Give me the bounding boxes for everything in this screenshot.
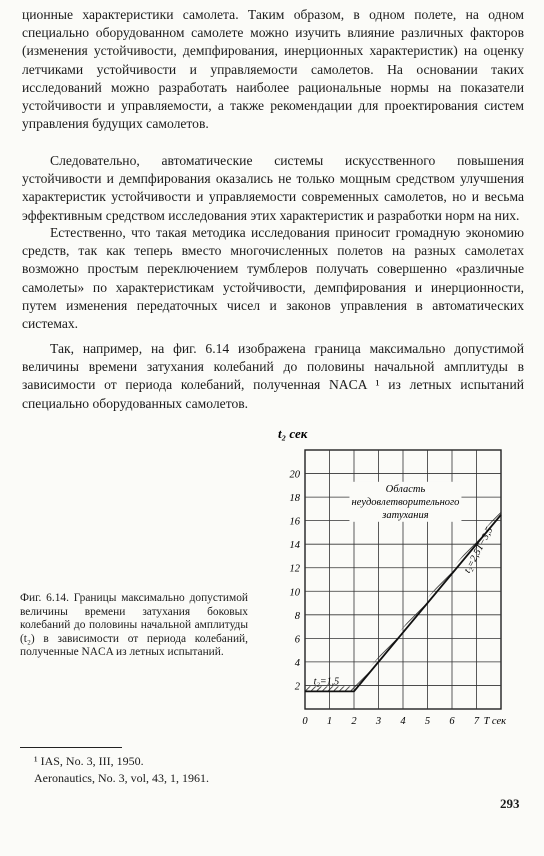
paragraph-2: Следовательно, автоматические системы искусственного повышения устойчивости и демпфирования оказались не только мощным средством улучшения характеристик устойчивости и управляемости современных самолетов, но и весьма эффективным средством исследования этих характеристик и разработки норм на них. xyxy=(22,153,524,223)
annotation-slope: t₂=2,5T−3,5 xyxy=(462,525,496,576)
x-tick-label: 2 xyxy=(351,716,357,727)
x-tick-label: 7 xyxy=(473,716,480,727)
region-label-line: неудовлетворительного xyxy=(351,496,460,508)
y-tick-label: 14 xyxy=(289,540,300,552)
x-axis-label: T сек xyxy=(483,716,507,727)
footnote-2: Aeronautics, No. 3, vol, 43, 1, 1961. xyxy=(34,771,209,785)
region-label-line: Область xyxy=(385,483,426,495)
y-tick-label: 12 xyxy=(289,563,300,575)
damping-boundary-chart xyxy=(276,420,526,740)
annotation-flat: t₂=1,5 xyxy=(313,676,340,688)
paragraph-1: ционные характеристики самолета. Таким образом, в одном полете, на одном специально оборудованном самолете можно изучить влияние различных факторов (изменения устойчивости, демпфирования, инерционных характеристик) на оценку летчиками устойчивости и управляемости самолетов. На основании таких исследований можно разработать наиболее рациональные нормы на показатели устойчивости и управляемости, а также рекомендации для проектирования систем управления будущих самолетов. xyxy=(22,7,524,132)
y-tick-label: 8 xyxy=(294,610,300,622)
figure-6-14 xyxy=(276,420,526,740)
figure-caption: Фиг. 6.14. Границы максимально допустимой величины времени затухания боковых колебаний до половины начальной амплитуды (t₂) в зависимости от периода колебаний, полученные NACA из летных испытаний. xyxy=(20,592,248,659)
footnote-1: ¹ IAS, No. 3, III, 1950. xyxy=(34,754,144,768)
page-number: 293 xyxy=(500,796,520,811)
region-label xyxy=(349,482,461,522)
y-tick-label: 18 xyxy=(289,493,300,505)
paragraph-4: Так, например, на фиг. 6.14 изображена граница максимально допустимой величины времени затухания колебаний до половины начальной амплитуды в зависимости от периода колебаний, полученная NACA ¹ из летных испытаний специально оборудованных самолетов. xyxy=(22,341,524,411)
y-tick-label: 10 xyxy=(289,587,300,599)
region-label-line: затухания xyxy=(382,509,429,521)
y-tick-label: 2 xyxy=(294,681,300,693)
x-tick-label: 1 xyxy=(326,716,333,727)
x-tick-label: 5 xyxy=(424,716,431,727)
y-tick-label: 20 xyxy=(289,469,300,481)
y-tick-label: 16 xyxy=(289,516,300,528)
x-tick-label: 3 xyxy=(375,716,382,727)
y-tick-label: 6 xyxy=(294,634,300,646)
x-tick-label: 0 xyxy=(302,716,308,727)
paragraph-3: Естественно, что такая методика исследования приносит громадную экономию средств, так как теперь вместо многочисленных полетов на разных самолетах возможно простым переключением тумблеров получать совершенно «различные самолеты» по характеристикам устойчивости, демпфирования и инерционности, путем изменения передаточных чисел и законов управления в автоматических системах. xyxy=(22,225,524,332)
footnote-rule xyxy=(20,747,122,748)
y-axis-label: t₂ сек xyxy=(278,426,308,441)
y-tick-label: 4 xyxy=(294,657,300,669)
x-tick-label: 6 xyxy=(449,716,455,727)
x-tick-label: 4 xyxy=(400,716,406,727)
